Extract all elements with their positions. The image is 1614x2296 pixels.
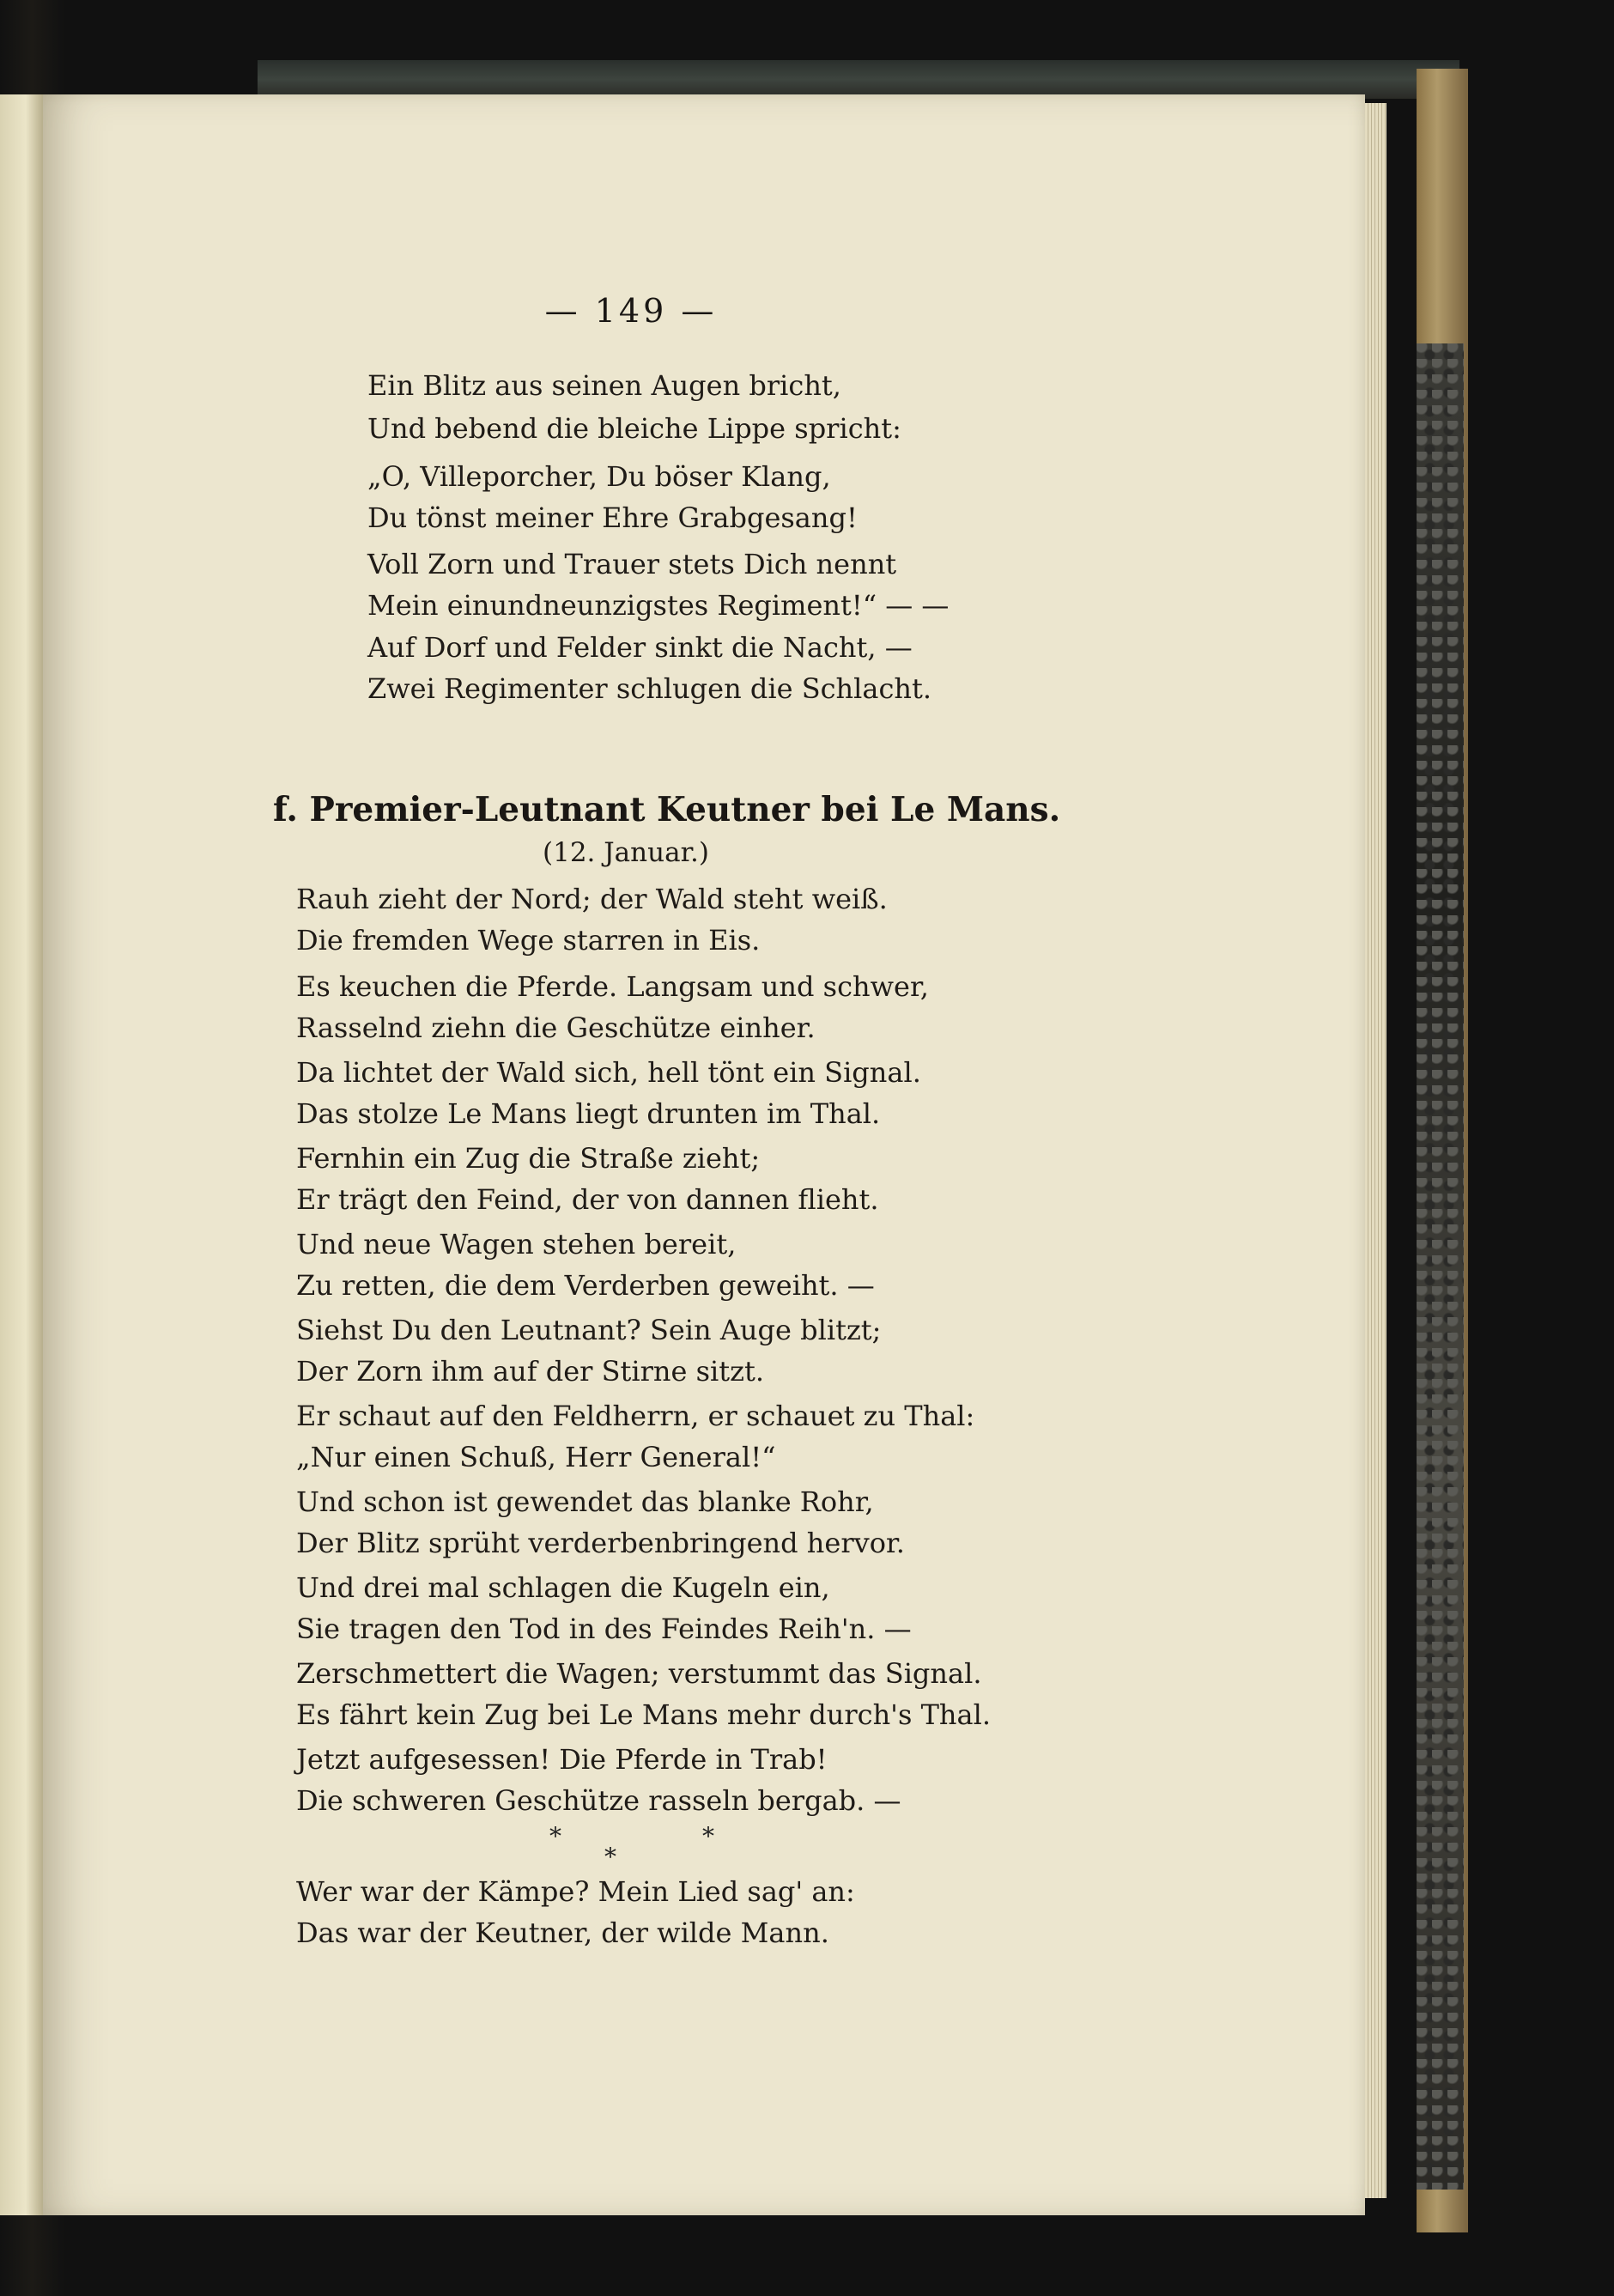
poem-line: Es fährt kein Zug bei Le Mans mehr durch's Thal. (296, 1698, 991, 1731)
stanza1-line: Mein einundneunzigstes Regiment!“ — — (367, 589, 950, 622)
poem-line: Jetzt aufgesessen! Die Pferde in Trab! (296, 1743, 828, 1776)
poem-line: Zerschmettert die Wagen; verstummt das Signal. (296, 1657, 982, 1690)
poem-line: Rasselnd ziehn die Geschütze einher. (296, 1011, 816, 1044)
stanza1-line: Und bebend die bleiche Lippe spricht: (367, 412, 901, 445)
stanza1-line: Voll Zorn und Trauer stets Dich nennt (367, 548, 897, 580)
separator-star: * (604, 1843, 616, 1871)
stanza1-line: Zwei Regimenter schlugen die Schlacht. (367, 672, 932, 705)
poem-line: Die fremden Wege starren in Eis. (296, 924, 761, 957)
poem-line: Der Blitz sprüht verderbenbringend hervor. (296, 1527, 905, 1559)
stanza1-line: Auf Dorf und Felder sinkt die Nacht, — (367, 631, 913, 664)
ending-line: Wer war der Kämpe? Mein Lied sag' an: (296, 1875, 855, 1908)
poem-line: Siehst Du den Leutnant? Sein Auge blitzt; (296, 1314, 882, 1346)
section-title: f. Premier-Leutnant Keutner bei Le Mans. (273, 790, 1061, 829)
separator-star: * (549, 1822, 561, 1850)
poem-line: Und neue Wagen stehen bereit, (296, 1228, 737, 1260)
stanza1-line: Ein Blitz aus seinen Augen bricht, (367, 369, 841, 402)
poem-line: Und drei mal schlagen die Kugeln ein, (296, 1571, 830, 1604)
poem-line: Und schon ist gewendet das blanke Rohr, (296, 1485, 874, 1518)
poem-line: Er trägt den Feind, der von dannen flieht. (296, 1183, 879, 1216)
facing-page-edge (0, 94, 43, 2215)
book-top-edge (258, 60, 1459, 99)
poem-line: Da lichtet der Wald sich, hell tönt ein Signal. (296, 1056, 921, 1089)
stanza1-line: „O, Villeporcher, Du böser Klang, (367, 460, 831, 493)
poem-line: Das stolze Le Mans liegt drunten im Thal. (296, 1097, 881, 1130)
poem-line: Rauh zieht der Nord; der Wald steht weiß. (296, 883, 888, 915)
poem-line: Er schaut auf den Feldherrn, er schauet zu Thal: (296, 1400, 975, 1432)
poem-line: Zu retten, die dem Verderben geweiht. — (296, 1269, 875, 1302)
page-number: — 149 — (544, 292, 718, 330)
stanza1-line: Du tönst meiner Ehre Grabgesang! (367, 501, 858, 534)
ending-line: Das war der Keutner, der wilde Mann. (296, 1916, 829, 1949)
page-stack-edge (1365, 103, 1386, 2198)
poem-line: Sie tragen den Tod in des Feindes Reih'n. — (296, 1613, 912, 1645)
poem-line: Es keuchen die Pferde. Langsam und schwer, (296, 970, 929, 1003)
poem-line: Der Zorn ihm auf der Stirne sitzt. (296, 1355, 765, 1388)
marbled-cover (1417, 343, 1464, 2190)
separator-star: * (702, 1822, 714, 1850)
poem-line: „Nur einen Schuß, Herr General!“ (296, 1441, 776, 1473)
section-date: (12. Januar.) (543, 837, 709, 868)
poem-line: Die schweren Geschütze rasseln bergab. — (296, 1784, 901, 1817)
poem-line: Fernhin ein Zug die Straße zieht; (296, 1142, 761, 1175)
